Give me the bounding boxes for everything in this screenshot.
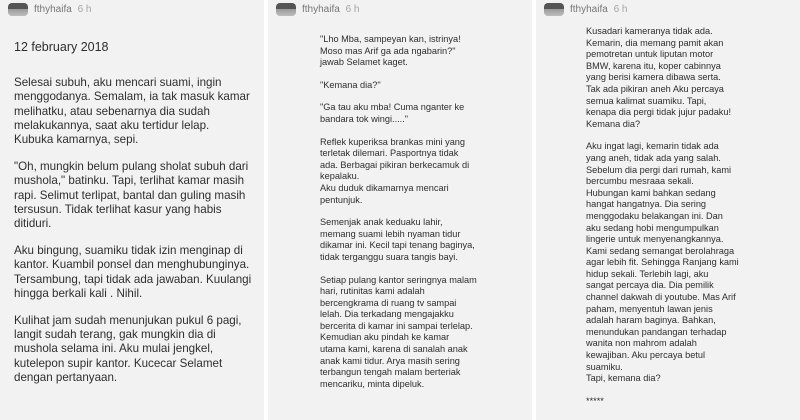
story-panel-1 [0,0,264,420]
story-panel-2 [268,0,532,420]
paragraph: "Oh, mungkin belum pulang sholat subuh dari mushola," batinku. Tapi, terlihat kamar masih rapi. Selimut terlipat, bantal dan guling masih tersusun. Tidak terlihat kasur yang habis ditiduri. [14,160,249,231]
paragraph: "Lho Mba, sampeyan kan, istrinya! Moso mas Arif ga ada ngabarin?" jawab Selamet kaget. [320,34,461,68]
paragraph: Aku ingat lagi, kemarin tidak ada yang aneh, tidak ada yang salah. Sebelum dia pergi dari rumah, kami bercumbu mesraaa sekali. Hubungan kami bahkan sedang hangat hangatnya. Dia sering menggodaku belakangan ini. Dan aku sedang hobi mengumpulkan lingerie untuk menyenangkannya. Kami sedang semangat berolahraga agar lebih fit. Sehingga Ranjang kami hidup sekali. Terlebih lagi, aku sangat percaya dia. Dia pemilik channel dakwah di youtube. Mas Arif paham, menyentuh lawan jenis adalah haram baginya. Bahkan, menundukan pandangan terhadap wanita non mahrom adalah kewajiban. Aku percaya betul suamiku. Tapi, kemana dia? [586,141,739,384]
story-text [268,34,532,401]
story-text [0,40,264,398]
paragraph: Kusadari kameranya tidak ada. Kemarin, dia memang pamit akan pemotretan untuk liputan motor BMW, karena itu, koper cabinnya yang berisi kamera dibawa serta. Tak ada pikiran aneh Aku percaya semua kalimat suamiku. Tapi, kenapa dia pergi tidak jujur padaku! Kemana dia? [586,26,732,129]
story-header [536,0,800,22]
paragraph: Aku bingung, suamiku tidak izin menginap di kantor. Kuambil ponsel dan menghubunginya. Tersambung, tapi tidak ada jawaban. Kuulangi hingga berkali kali . Nihil. [14,244,252,300]
paragraph: Reflek kuperiksa brankas mini yang terletak dilemari. Pasportnya tidak ada. Berbagai pikiran berkecamuk di kepalaku. Aku duduk dikamarnya mencari pentunjuk. [320,136,470,205]
timestamp: 6 h [345,4,360,15]
avatar[interactable] [544,3,564,16]
paragraph: Semenjak anak keduaku lahir, memang suami lebih nyaman tidur dikamar ini. Kecil tapi tenang baginya, tidak terganggu suara tangis bayi. [320,217,475,262]
timestamp: 6 h [77,4,92,15]
story-panel-3 [536,0,800,420]
username[interactable]: fthyhaifa [34,4,72,15]
username[interactable]: fthyhaifa [570,4,608,15]
paragraph: Kulihat jam sudah menunjukan pukul 6 pagi, langit sudah terang, gak mungkin dia di mushola selama ini. Aku mulai jengkel, kutelepon supir kantor. Kucecar Selamet dengan pertanyaan. [14,314,242,384]
avatar[interactable] [276,3,296,16]
story-text [536,26,800,418]
story-date: 12 february 2018 [14,40,109,54]
paragraph: Setiap pulang kantor seringnya malam hari, rutinitas kami adalah bercengkrama di ruang tv sampai lelah. Dia terkadang mengajakku bercerita di kamar ini sampai terlelap. Kemudian aku pindah ke kamar utama kami, karena di sanalah anak anak kami tidur. Arya masih sering terbangun tengah malam berteriak mencariku, minta dipeluk. [320,274,477,389]
paragraph: ***** [586,395,604,406]
paragraph: "Kemana dia?" [320,79,381,90]
story-header [268,0,532,22]
paragraph: "Ga tau aku mba! Cuma nganter ke bandara tok wingi....." [320,102,465,124]
timestamp: 6 h [613,4,628,15]
username[interactable]: fthyhaifa [302,4,340,15]
story-header [0,0,264,22]
paragraph: Selesai subuh, aku mencari suami, ingin menggodanya. Semalam, ia tak masuk kamar melihatku, atau sebenarnya dia sudah melakukannya, saat aku tertidur lelap. Kubuka kamarnya, sepi. [14,76,250,147]
avatar[interactable] [8,3,28,16]
